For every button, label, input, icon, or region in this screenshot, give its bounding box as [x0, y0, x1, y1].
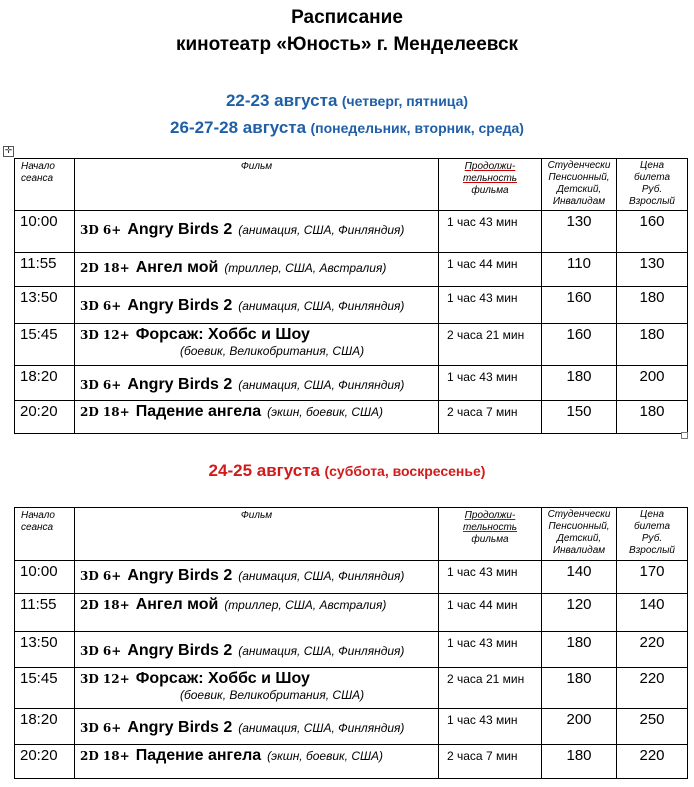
film-format: 2D 18+: [80, 598, 130, 612]
adult-price: 170: [617, 561, 688, 594]
resize-handle-icon[interactable]: [681, 432, 688, 439]
film-title: Angry Birds 2: [127, 376, 233, 393]
discount-price: 120: [542, 594, 617, 632]
session-time: 20:20: [15, 745, 75, 779]
film-note: (анимация, США, Финляндия): [238, 223, 405, 237]
film-cell: [75, 211, 439, 253]
film-note: (боевик, Великобритания, США): [180, 688, 365, 702]
film-duration: 1 час 43 мин: [439, 632, 542, 668]
period1-dates-b: 26-27-28 августа: [170, 118, 307, 137]
film-note: (экшн, боевик, США): [267, 749, 384, 763]
header-film: Фильм: [75, 508, 439, 561]
film-note: (триллер, США, Австралия): [224, 261, 387, 275]
film-duration: 1 час 43 мин: [439, 366, 542, 401]
period1-line2: [0, 117, 694, 140]
film-note: (анимация, США, Финляндия): [238, 721, 405, 735]
film-format: 3D 6+: [80, 644, 122, 658]
film-note: (анимация, США, Финляндия): [238, 569, 405, 583]
discount-price: 160: [542, 324, 617, 366]
film-cell: [75, 668, 439, 709]
film-duration: 2 часа 21 мин: [439, 324, 542, 366]
adult-price: 220: [617, 632, 688, 668]
adult-price: 140: [617, 594, 688, 632]
film-cell: [75, 561, 439, 594]
header-discount: Студенчески Пенсионный, Детский, Инвалидам: [542, 508, 617, 561]
discount-price: 160: [542, 287, 617, 324]
table-row: [15, 632, 688, 668]
adult-price: 130: [617, 253, 688, 287]
film-format: 2D 18+: [80, 749, 130, 763]
page-title: Расписание: [291, 7, 403, 28]
adult-price: 220: [617, 668, 688, 709]
table-row: [15, 211, 688, 253]
film-format: 3D 6+: [80, 569, 122, 583]
table-row: [15, 287, 688, 324]
discount-price: 180: [542, 366, 617, 401]
adult-price: 160: [617, 211, 688, 253]
adult-price: 250: [617, 709, 688, 745]
film-title: Падение ангела: [135, 747, 262, 764]
adult-price: 200: [617, 366, 688, 401]
film-format: 3D 12+: [80, 672, 130, 686]
film-duration: 1 час 43 мин: [439, 709, 542, 745]
film-format: 3D 6+: [80, 378, 122, 392]
film-format: 3D 12+: [80, 328, 130, 342]
film-cell: [75, 594, 439, 632]
discount-price: 110: [542, 253, 617, 287]
film-title: Форсаж: Хоббс и Шоу: [135, 670, 310, 687]
film-note: (анимация, США, Финляндия): [238, 299, 405, 313]
header-price: Цена билета Руб. Взрослый: [617, 508, 688, 561]
table-row: [15, 366, 688, 401]
film-title: Angry Birds 2: [127, 297, 233, 314]
film-cell: [75, 632, 439, 668]
film-cell: [75, 709, 439, 745]
film-title: Ангел мой: [135, 596, 219, 613]
film-cell: [75, 366, 439, 401]
film-cell: [75, 324, 439, 366]
discount-price: 200: [542, 709, 617, 745]
period2-days: (суббота, воскресенье): [324, 463, 486, 479]
header-film: Фильм: [75, 159, 439, 211]
film-note: (боевик, Великобритания, США): [180, 344, 365, 358]
film-format: 3D 6+: [80, 223, 122, 237]
discount-price: 140: [542, 561, 617, 594]
film-title: Angry Birds 2: [127, 642, 233, 659]
session-time: 18:20: [15, 366, 75, 401]
table-row: [15, 324, 688, 366]
session-time: 10:00: [15, 211, 75, 253]
film-cell: [75, 253, 439, 287]
discount-price: 130: [542, 211, 617, 253]
film-format: 3D 6+: [80, 721, 122, 735]
table-row: [15, 594, 688, 632]
table-row: [15, 401, 688, 434]
period1-days-b: (понедельник, вторник, среда): [310, 120, 524, 136]
discount-price: 180: [542, 632, 617, 668]
header-duration: Продолжи- тельность фильма: [439, 508, 542, 561]
session-time: 18:20: [15, 709, 75, 745]
header-duration: Продолжи- тельность фильма: [439, 159, 542, 211]
film-cell: [75, 401, 439, 434]
session-time: 13:50: [15, 287, 75, 324]
film-title: Angry Birds 2: [127, 221, 233, 238]
film-title: Падение ангела: [135, 403, 262, 420]
discount-price: 180: [542, 668, 617, 709]
period2-dates: 24-25 августа: [208, 461, 321, 480]
film-duration: 1 час 43 мин: [439, 211, 542, 253]
adult-price: 180: [617, 324, 688, 366]
header-start: Начало сеанса: [15, 508, 75, 561]
film-title: Angry Birds 2: [127, 567, 233, 584]
period1-line1: [0, 90, 694, 113]
table-row: [15, 561, 688, 594]
discount-price: 150: [542, 401, 617, 434]
film-duration: 2 часа 7 мин: [439, 745, 542, 779]
adult-price: 220: [617, 745, 688, 779]
session-time: 15:45: [15, 324, 75, 366]
film-duration: 1 час 43 мин: [439, 561, 542, 594]
period1-days-a: (четверг, пятница): [341, 93, 469, 109]
adult-price: 180: [617, 287, 688, 324]
film-note: (триллер, США, Австралия): [224, 598, 387, 612]
move-handle-icon[interactable]: ✛: [4, 146, 13, 156]
table-row: [15, 253, 688, 287]
discount-price: 180: [542, 745, 617, 779]
table-row: [15, 668, 688, 709]
header-price: Цена билета Руб. Взрослый: [617, 159, 688, 211]
film-cell: [75, 745, 439, 779]
cinema-name: кинотеатр «Юность» г. Менделеевск: [175, 34, 519, 55]
film-title: Ангел мой: [135, 259, 219, 276]
period1-dates-a: 22-23 августа: [225, 91, 338, 110]
film-format: 2D 18+: [80, 261, 130, 275]
session-time: 10:00: [15, 561, 75, 594]
film-title: Angry Birds 2: [127, 719, 233, 736]
period2-line: [0, 460, 694, 483]
film-cell: [75, 287, 439, 324]
session-time: 15:45: [15, 668, 75, 709]
film-note: (экшн, боевик, США): [267, 405, 384, 419]
film-duration: 2 часа 21 мин: [439, 668, 542, 709]
table-header-row: [15, 508, 688, 561]
session-time: 11:55: [15, 253, 75, 287]
film-format: 2D 18+: [80, 405, 130, 419]
film-duration: 1 час 44 мин: [439, 253, 542, 287]
film-duration: 1 час 44 мин: [439, 594, 542, 632]
film-format: 3D 6+: [80, 299, 122, 313]
session-time: 13:50: [15, 632, 75, 668]
schedule-table-2: [14, 507, 688, 779]
adult-price: 180: [617, 401, 688, 434]
film-note: (анимация, США, Финляндия): [238, 644, 405, 658]
film-duration: 1 час 43 мин: [439, 287, 542, 324]
session-time: 11:55: [15, 594, 75, 632]
table-row: [15, 745, 688, 779]
schedule-table-1: [14, 158, 688, 434]
film-duration: 2 часа 7 мин: [439, 401, 542, 434]
table-row: [15, 709, 688, 745]
film-note: (анимация, США, Финляндия): [238, 378, 405, 392]
table-header-row: [15, 159, 688, 211]
film-title: Форсаж: Хоббс и Шоу: [135, 326, 310, 343]
header-discount: Студенчески Пенсионный, Детский, Инвалидам: [542, 159, 617, 211]
session-time: 20:20: [15, 401, 75, 434]
header-start: Начало сеанса: [15, 159, 75, 211]
